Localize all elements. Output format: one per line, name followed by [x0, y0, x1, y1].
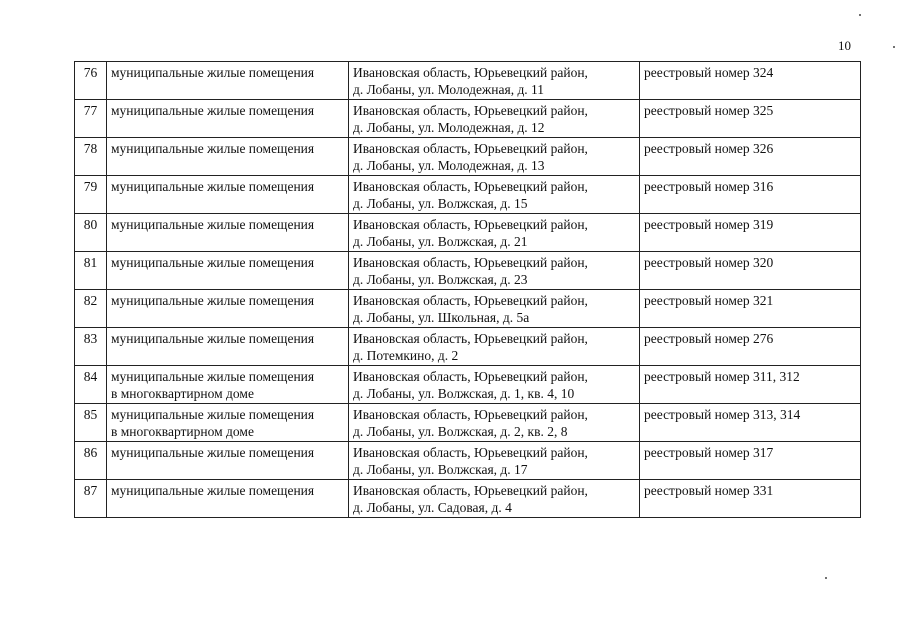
property-type-cell [107, 328, 349, 366]
address: Ивановская область, Юрьевецкий район, д. Лобаны, ул. Волжская, д. 1, кв. 4, 10 [353, 369, 588, 401]
row-number: 84 [83, 369, 98, 384]
registry-number-cell [640, 290, 861, 328]
property-type-cell [107, 252, 349, 290]
table-row [75, 214, 861, 252]
address: Ивановская область, Юрьевецкий район, д. Лобаны, ул. Волжская, д. 2, кв. 2, 8 [353, 407, 588, 439]
property-type: муниципальные жилые помещения в многоквартирном доме [111, 369, 315, 401]
row-number-cell [75, 100, 107, 138]
row-number-cell [75, 214, 107, 252]
property-registry-table [74, 61, 861, 518]
table-row [75, 290, 861, 328]
scan-speck [893, 46, 895, 48]
property-type-cell [107, 62, 349, 100]
row-number-cell [75, 328, 107, 366]
property-type: муниципальные жилые помещения [111, 65, 315, 80]
row-number-cell [75, 480, 107, 518]
table-row [75, 138, 861, 176]
registry-number: реестровый номер 324 [644, 65, 774, 80]
row-number: 78 [83, 141, 98, 156]
row-number-cell [75, 290, 107, 328]
registry-number-cell [640, 100, 861, 138]
registry-number-cell [640, 252, 861, 290]
row-number: 86 [83, 445, 98, 460]
property-type: муниципальные жилые помещения [111, 179, 315, 194]
property-type: муниципальные жилые помещения [111, 483, 315, 498]
registry-number: реестровый номер 320 [644, 255, 774, 270]
registry-number: реестровый номер 326 [644, 141, 774, 156]
row-number-cell [75, 176, 107, 214]
row-number: 76 [83, 65, 98, 80]
row-number: 85 [83, 407, 98, 422]
row-number: 79 [83, 179, 98, 194]
registry-number: реестровый номер 319 [644, 217, 774, 232]
property-type-cell [107, 138, 349, 176]
registry-number-cell [640, 328, 861, 366]
address-cell [349, 442, 640, 480]
table-body [75, 62, 861, 518]
property-type: муниципальные жилые помещения в многоквартирном доме [111, 407, 315, 439]
table-row [75, 100, 861, 138]
property-type: муниципальные жилые помещения [111, 141, 315, 156]
property-type-cell [107, 366, 349, 404]
scan-speck [859, 14, 861, 16]
row-number-cell [75, 442, 107, 480]
registry-number-cell [640, 138, 861, 176]
address: Ивановская область, Юрьевецкий район, д. Лобаны, ул. Молодежная, д. 12 [353, 103, 588, 135]
property-type-cell [107, 176, 349, 214]
row-number: 83 [83, 331, 98, 346]
address: Ивановская область, Юрьевецкий район, д. Лобаны, ул. Волжская, д. 21 [353, 217, 588, 249]
row-number: 81 [83, 255, 98, 270]
address-cell [349, 62, 640, 100]
registry-number: реестровый номер 331 [644, 483, 774, 498]
address-cell [349, 176, 640, 214]
property-type-cell [107, 100, 349, 138]
property-type: муниципальные жилые помещения [111, 293, 315, 308]
row-number-cell [75, 62, 107, 100]
address: Ивановская область, Юрьевецкий район, д. Лобаны, ул. Молодежная, д. 11 [353, 65, 588, 97]
property-type: муниципальные жилые помещения [111, 445, 315, 460]
registry-number: реестровый номер 276 [644, 331, 774, 346]
property-type: муниципальные жилые помещения [111, 217, 315, 232]
table-row [75, 480, 861, 518]
registry-number: реестровый номер 316 [644, 179, 774, 194]
property-type: муниципальные жилые помещения [111, 255, 315, 270]
table-row [75, 252, 861, 290]
registry-number-cell [640, 176, 861, 214]
address-cell [349, 290, 640, 328]
registry-number: реестровый номер 317 [644, 445, 774, 460]
address-cell [349, 100, 640, 138]
table-row [75, 366, 861, 404]
row-number: 77 [83, 103, 98, 118]
table-row [75, 62, 861, 100]
address: Ивановская область, Юрьевецкий район, д. Лобаны, ул. Волжская, д. 23 [353, 255, 588, 287]
address-cell [349, 214, 640, 252]
row-number-cell [75, 252, 107, 290]
registry-number-cell [640, 442, 861, 480]
registry-number: реестровый номер 321 [644, 293, 774, 308]
row-number: 87 [83, 483, 98, 498]
address-cell [349, 366, 640, 404]
address-cell [349, 480, 640, 518]
registry-number: реестровый номер 311, 312 [644, 369, 800, 384]
address: Ивановская область, Юрьевецкий район, д. Лобаны, ул. Школьная, д. 5а [353, 293, 588, 325]
property-type-cell [107, 404, 349, 442]
property-type: муниципальные жилые помещения [111, 103, 315, 118]
table-row [75, 404, 861, 442]
registry-number-cell [640, 480, 861, 518]
row-number-cell [75, 404, 107, 442]
table-row [75, 328, 861, 366]
property-type-cell [107, 290, 349, 328]
address: Ивановская область, Юрьевецкий район, д. Лобаны, ул. Садовая, д. 4 [353, 483, 588, 515]
property-type-cell [107, 214, 349, 252]
registry-number: реестровый номер 325 [644, 103, 774, 118]
registry-number-cell [640, 404, 861, 442]
row-number: 82 [83, 293, 98, 308]
property-type: муниципальные жилые помещения [111, 331, 315, 346]
row-number-cell [75, 138, 107, 176]
address: Ивановская область, Юрьевецкий район, д. Лобаны, ул. Волжская, д. 15 [353, 179, 588, 211]
address-cell [349, 328, 640, 366]
row-number-cell [75, 366, 107, 404]
address: Ивановская область, Юрьевецкий район, д. Лобаны, ул. Молодежная, д. 13 [353, 141, 588, 173]
registry-number-cell [640, 214, 861, 252]
registry-number: реестровый номер 313, 314 [644, 407, 801, 422]
row-number: 80 [83, 217, 98, 232]
property-type-cell [107, 480, 349, 518]
address-cell [349, 138, 640, 176]
address-cell [349, 252, 640, 290]
table-row [75, 176, 861, 214]
registry-number-cell [640, 62, 861, 100]
address: Ивановская область, Юрьевецкий район, д. Лобаны, ул. Волжская, д. 17 [353, 445, 588, 477]
property-type-cell [107, 442, 349, 480]
address: Ивановская область, Юрьевецкий район, д. Потемкино, д. 2 [353, 331, 588, 363]
address-cell [349, 404, 640, 442]
page-number: 10 [838, 38, 851, 53]
registry-number-cell [640, 366, 861, 404]
scan-speck [825, 577, 827, 579]
table-row [75, 442, 861, 480]
